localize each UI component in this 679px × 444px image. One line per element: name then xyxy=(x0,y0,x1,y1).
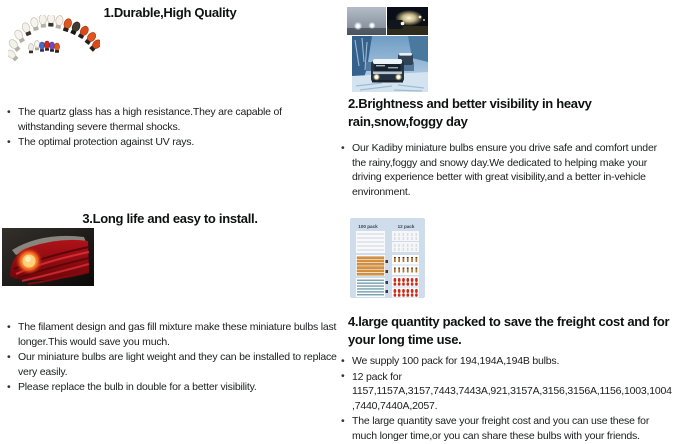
bullet-item: • Our Kadiby miniature bulbs ensure you drive safe and comfort under the rainy,foggy and snowy day.We dedicated to helping make your driving experience better with great visibility,and a better in-vehicle environment. xyxy=(340,141,672,199)
pack-label-100: 100 pack xyxy=(358,224,378,229)
tray-amber-rows xyxy=(356,255,388,276)
car-taillight-photo xyxy=(2,228,94,286)
pack-label-12: 12 pack xyxy=(397,224,415,229)
section-1-bullet-list xyxy=(6,105,324,151)
tray-white-rows xyxy=(356,231,385,253)
section-4-bullet-list xyxy=(340,354,672,444)
bullet-item: • Please replace the bulb in double for a better visibility. xyxy=(6,380,340,395)
bullet-item: • The large quantity save your freight cost and you can use these for much longer time,or you can share these bulbs with your friends. xyxy=(340,414,672,443)
snow-covered-car-photo xyxy=(352,36,428,92)
foggy-headlights-photo xyxy=(347,7,386,35)
assorted-miniature-bulbs-photo xyxy=(8,15,100,64)
tray-teal-rows xyxy=(356,278,388,297)
bullet-item: • The quartz glass has a high resistance.They are capable of withstanding severe thermal shocks. xyxy=(6,105,324,134)
section-3-bullet-list xyxy=(6,320,340,396)
bullet-item: • 12 pack for 1157,1157A,3157,7443,7443A,921,3157A,3156,3156A,1156,1003,1004,7440,7440A,2057. xyxy=(340,370,672,414)
section-2-bullet-list xyxy=(340,141,672,200)
pack-size-comparison-graphic xyxy=(350,218,425,298)
section-3-title: 3.Long life and easy to install. xyxy=(82,211,258,226)
bullet-item: • The filament design and gas fill mixture make these miniature bulbs last longer.This would save you much. xyxy=(6,320,340,349)
bullet-item: • Our miniature bulbs are light weight and they can be installed to replace very easily. xyxy=(6,350,340,379)
bullet-item: • The optimal protection against UV rays. xyxy=(6,135,324,150)
section-1-title: 1.Durable,High Quality xyxy=(103,5,237,20)
section-2-title: 2.Brightness and better visibility in heavy rain,snow,foggy day xyxy=(348,96,592,129)
section-4-title: 4.large quantity packed to save the freight cost and for your long time use. xyxy=(348,314,670,347)
bullet-item: • We supply 100 pack for 194,194A,194B bulbs. xyxy=(340,354,672,369)
night-snow-driving-photo xyxy=(387,7,428,35)
